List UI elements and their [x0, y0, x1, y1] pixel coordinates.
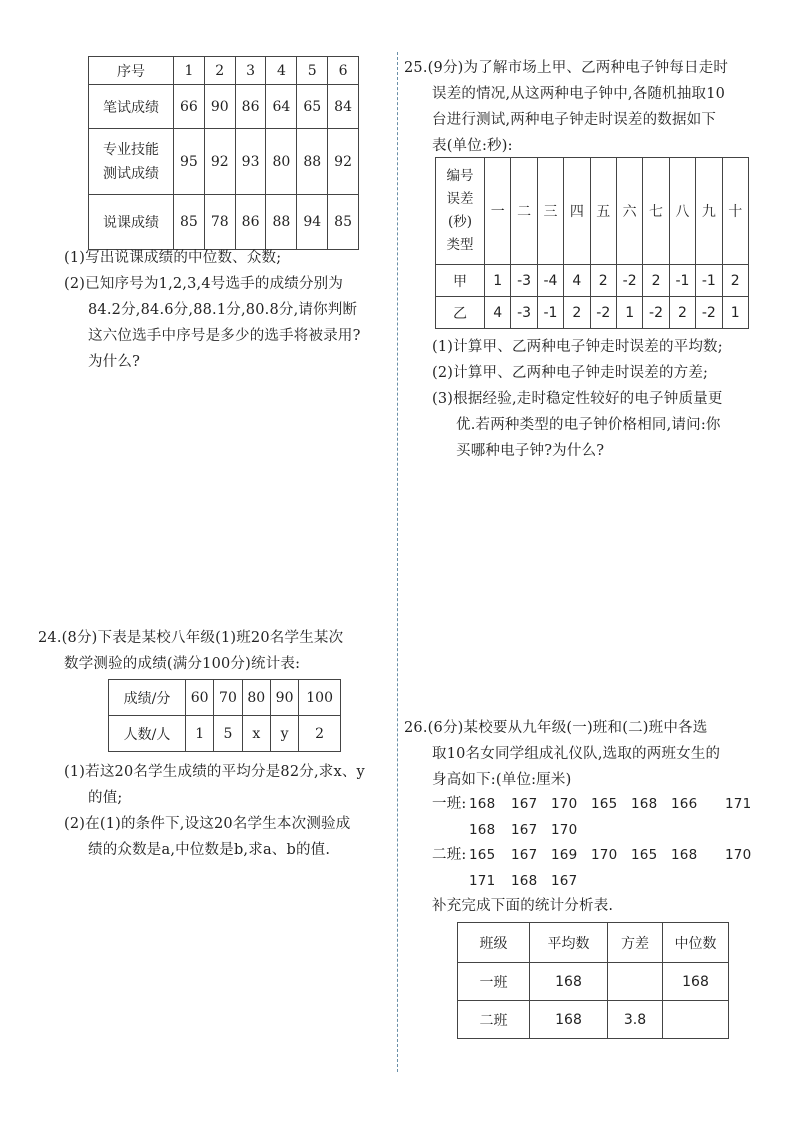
question-text: 24.(8分)下表是某校八年级(1)班20名学生某次 [38, 630, 344, 646]
question-text: 补充完成下面的统计分析表. [432, 898, 614, 914]
table-cell: 93 [235, 129, 266, 195]
table-cell: 168 [530, 963, 608, 1001]
question-text: 绩的众数是a,中位数是b,求a、b的值. [88, 842, 331, 858]
table-cell: -2 [616, 265, 642, 297]
table-cell: 人数/人 [109, 716, 186, 752]
question-text: (2)计算甲、乙两种电子钟走时误差的方差; [432, 365, 709, 381]
height-value: 170 [551, 822, 578, 838]
question-text: (1)写出说课成绩的中位数、众数; [64, 250, 282, 266]
table-cell: 4 [564, 265, 590, 297]
question-text: (2)在(1)的条件下,设这20名学生本次测验成 [64, 816, 351, 832]
table-cell: 一班 [458, 963, 530, 1001]
table-cell: -2 [696, 297, 722, 329]
question-text: 优.若两种类型的电子钟价格相同,请问:你 [456, 417, 721, 433]
table-cell: 92 [328, 129, 359, 195]
clock-error-table [435, 157, 749, 329]
table-cell: 4 [266, 57, 297, 85]
table-cell: 92 [204, 129, 235, 195]
table-cell [89, 129, 174, 195]
table-cell: 2 [299, 716, 341, 752]
table-cell: -3 [511, 265, 537, 297]
question-text: 身高如下:(单位:厘米) [432, 772, 572, 788]
table-cell: 1 [174, 57, 205, 85]
height-value: 171 [469, 873, 496, 889]
table-cell: 一 [485, 158, 511, 265]
table-cell: 2 [590, 265, 616, 297]
height-value: 166 [671, 796, 698, 812]
score-table [88, 56, 359, 250]
table-cell: 八 [669, 158, 695, 265]
table-cell [663, 1001, 729, 1039]
table-cell: x [242, 716, 270, 752]
cell-line: 测试成绩 [103, 165, 159, 182]
table-cell: y [270, 716, 298, 752]
question-text: 取10名女同学组成礼仪队,选取的两班女生的 [432, 746, 721, 762]
table-row [89, 195, 359, 250]
height-value: 168 [511, 873, 538, 889]
grade-table [108, 679, 341, 752]
table-cell: 85 [328, 195, 359, 250]
table-row [458, 1001, 729, 1039]
table-cell: 六 [616, 158, 642, 265]
table-cell: 甲 [436, 265, 485, 297]
table-cell: 65 [297, 85, 328, 129]
table-cell: 85 [174, 195, 205, 250]
height-value: 165 [631, 847, 658, 863]
table-cell: 三 [537, 158, 563, 265]
table-cell: 中位数 [663, 923, 729, 963]
table-cell: 十 [722, 158, 748, 265]
table-cell: 80 [242, 680, 270, 716]
table-row [458, 923, 729, 963]
question-text: 买哪种电子钟?为什么? [456, 443, 605, 459]
height-value: 170 [591, 847, 618, 863]
table-cell: 86 [235, 195, 266, 250]
height-value: 169 [551, 847, 578, 863]
table-cell: -4 [537, 265, 563, 297]
table-cell: 1 [186, 716, 214, 752]
table-row [89, 129, 359, 195]
table-cell: 5 [214, 716, 242, 752]
table-cell: 3 [235, 57, 266, 85]
table-cell: 二 [511, 158, 537, 265]
table-cell: 90 [270, 680, 298, 716]
table-row [89, 57, 359, 85]
table-cell: 90 [204, 85, 235, 129]
cell-line: 专业技能 [103, 141, 159, 158]
table-cell: 60 [186, 680, 214, 716]
table-row [89, 85, 359, 129]
table-cell: 4 [485, 297, 511, 329]
table-cell: 七 [643, 158, 669, 265]
table-cell: 84 [328, 85, 359, 129]
table-cell: 说课成绩 [89, 195, 174, 250]
cell-line: 误差 [446, 191, 474, 207]
table-cell: -3 [511, 297, 537, 329]
height-value: 168 [469, 796, 496, 812]
question-text: (1)计算甲、乙两种电子钟走时误差的平均数; [432, 339, 723, 355]
question-text: (3)根据经验,走时稳定性较好的电子钟质量更 [432, 391, 723, 407]
table-cell: 3.8 [608, 1001, 663, 1039]
column-divider [397, 52, 398, 1072]
class-label: 二班: [432, 847, 467, 863]
question-text: 表(单位:秒): [432, 138, 513, 154]
question-text: (2)已知序号为1,2,3,4号选手的成绩分别为 [64, 276, 344, 292]
question-text: 为什么? [88, 354, 141, 370]
table-cell: 64 [266, 85, 297, 129]
table-cell: 2 [564, 297, 590, 329]
question-text: 台进行测试,两种电子钟走时误差的数据如下 [432, 112, 717, 128]
table-cell: 94 [297, 195, 328, 250]
table-cell: 5 [297, 57, 328, 85]
table-cell: 66 [174, 85, 205, 129]
table-row [109, 680, 341, 716]
question-text: 26.(6分)某校要从九年级(一)班和(二)班中各选 [404, 720, 708, 736]
height-value: 165 [469, 847, 496, 863]
table-cell: 平均数 [530, 923, 608, 963]
table-row [436, 158, 749, 265]
table-cell: 2 [669, 297, 695, 329]
table-row [458, 963, 729, 1001]
question-text: 这六位选手中序号是多少的选手将被录用? [88, 328, 361, 344]
table-cell: 五 [590, 158, 616, 265]
table-cell: 168 [530, 1001, 608, 1039]
table-cell [436, 158, 485, 265]
table-cell: 80 [266, 129, 297, 195]
table-cell: 乙 [436, 297, 485, 329]
question-text: 25.(9分)为了解市场上甲、乙两种电子钟每日走时 [404, 60, 729, 76]
table-cell: 78 [204, 195, 235, 250]
table-cell: -2 [590, 297, 616, 329]
table-cell: 2 [204, 57, 235, 85]
table-cell: 95 [174, 129, 205, 195]
question-text: 84.2分,84.6分,88.1分,80.8分,请你判断 [88, 302, 358, 318]
table-cell: 70 [214, 680, 242, 716]
table-row [436, 265, 749, 297]
height-value: 168 [631, 796, 658, 812]
table-cell: 168 [663, 963, 729, 1001]
table-cell: 笔试成绩 [89, 85, 174, 129]
table-cell: 方差 [608, 923, 663, 963]
table-cell: 二班 [458, 1001, 530, 1039]
table-cell: 四 [564, 158, 590, 265]
table-cell: 序号 [89, 57, 174, 85]
table-cell: -1 [696, 265, 722, 297]
height-value: 170 [551, 796, 578, 812]
height-value: 167 [551, 873, 578, 889]
table-cell: 九 [696, 158, 722, 265]
height-value: 170 [725, 847, 752, 863]
table-cell: 86 [235, 85, 266, 129]
question-text: 的值; [88, 790, 123, 806]
question-text: 误差的情况,从这两种电子钟中,各随机抽取10 [432, 86, 726, 102]
table-cell: 1 [722, 297, 748, 329]
table-row [436, 297, 749, 329]
height-value: 167 [511, 847, 538, 863]
table-cell: 2 [722, 265, 748, 297]
height-value: 168 [469, 822, 496, 838]
table-row [109, 716, 341, 752]
cell-line: 编号 [446, 168, 474, 184]
height-value: 167 [511, 796, 538, 812]
stats-table [457, 922, 729, 1039]
class-label: 一班: [432, 796, 467, 812]
table-cell: -2 [643, 297, 669, 329]
question-text: (1)若这20名学生成绩的平均分是82分,求x、y [64, 764, 365, 780]
table-cell: 1 [616, 297, 642, 329]
table-cell: 2 [643, 265, 669, 297]
table-cell: 班级 [458, 923, 530, 963]
table-cell: 100 [299, 680, 341, 716]
cell-line: (秒) [447, 214, 473, 230]
table-cell: -1 [537, 297, 563, 329]
question-text: 数学测验的成绩(满分100分)统计表: [64, 656, 301, 672]
table-cell: 88 [297, 129, 328, 195]
table-cell: 88 [266, 195, 297, 250]
table-cell [608, 963, 663, 1001]
height-value: 168 [671, 847, 698, 863]
cell-line: 类型 [446, 237, 474, 253]
table-cell: 1 [485, 265, 511, 297]
table-cell: 6 [328, 57, 359, 85]
height-value: 165 [591, 796, 618, 812]
table-cell: -1 [669, 265, 695, 297]
height-value: 171 [725, 796, 752, 812]
height-value: 167 [511, 822, 538, 838]
table-cell: 成绩/分 [109, 680, 186, 716]
